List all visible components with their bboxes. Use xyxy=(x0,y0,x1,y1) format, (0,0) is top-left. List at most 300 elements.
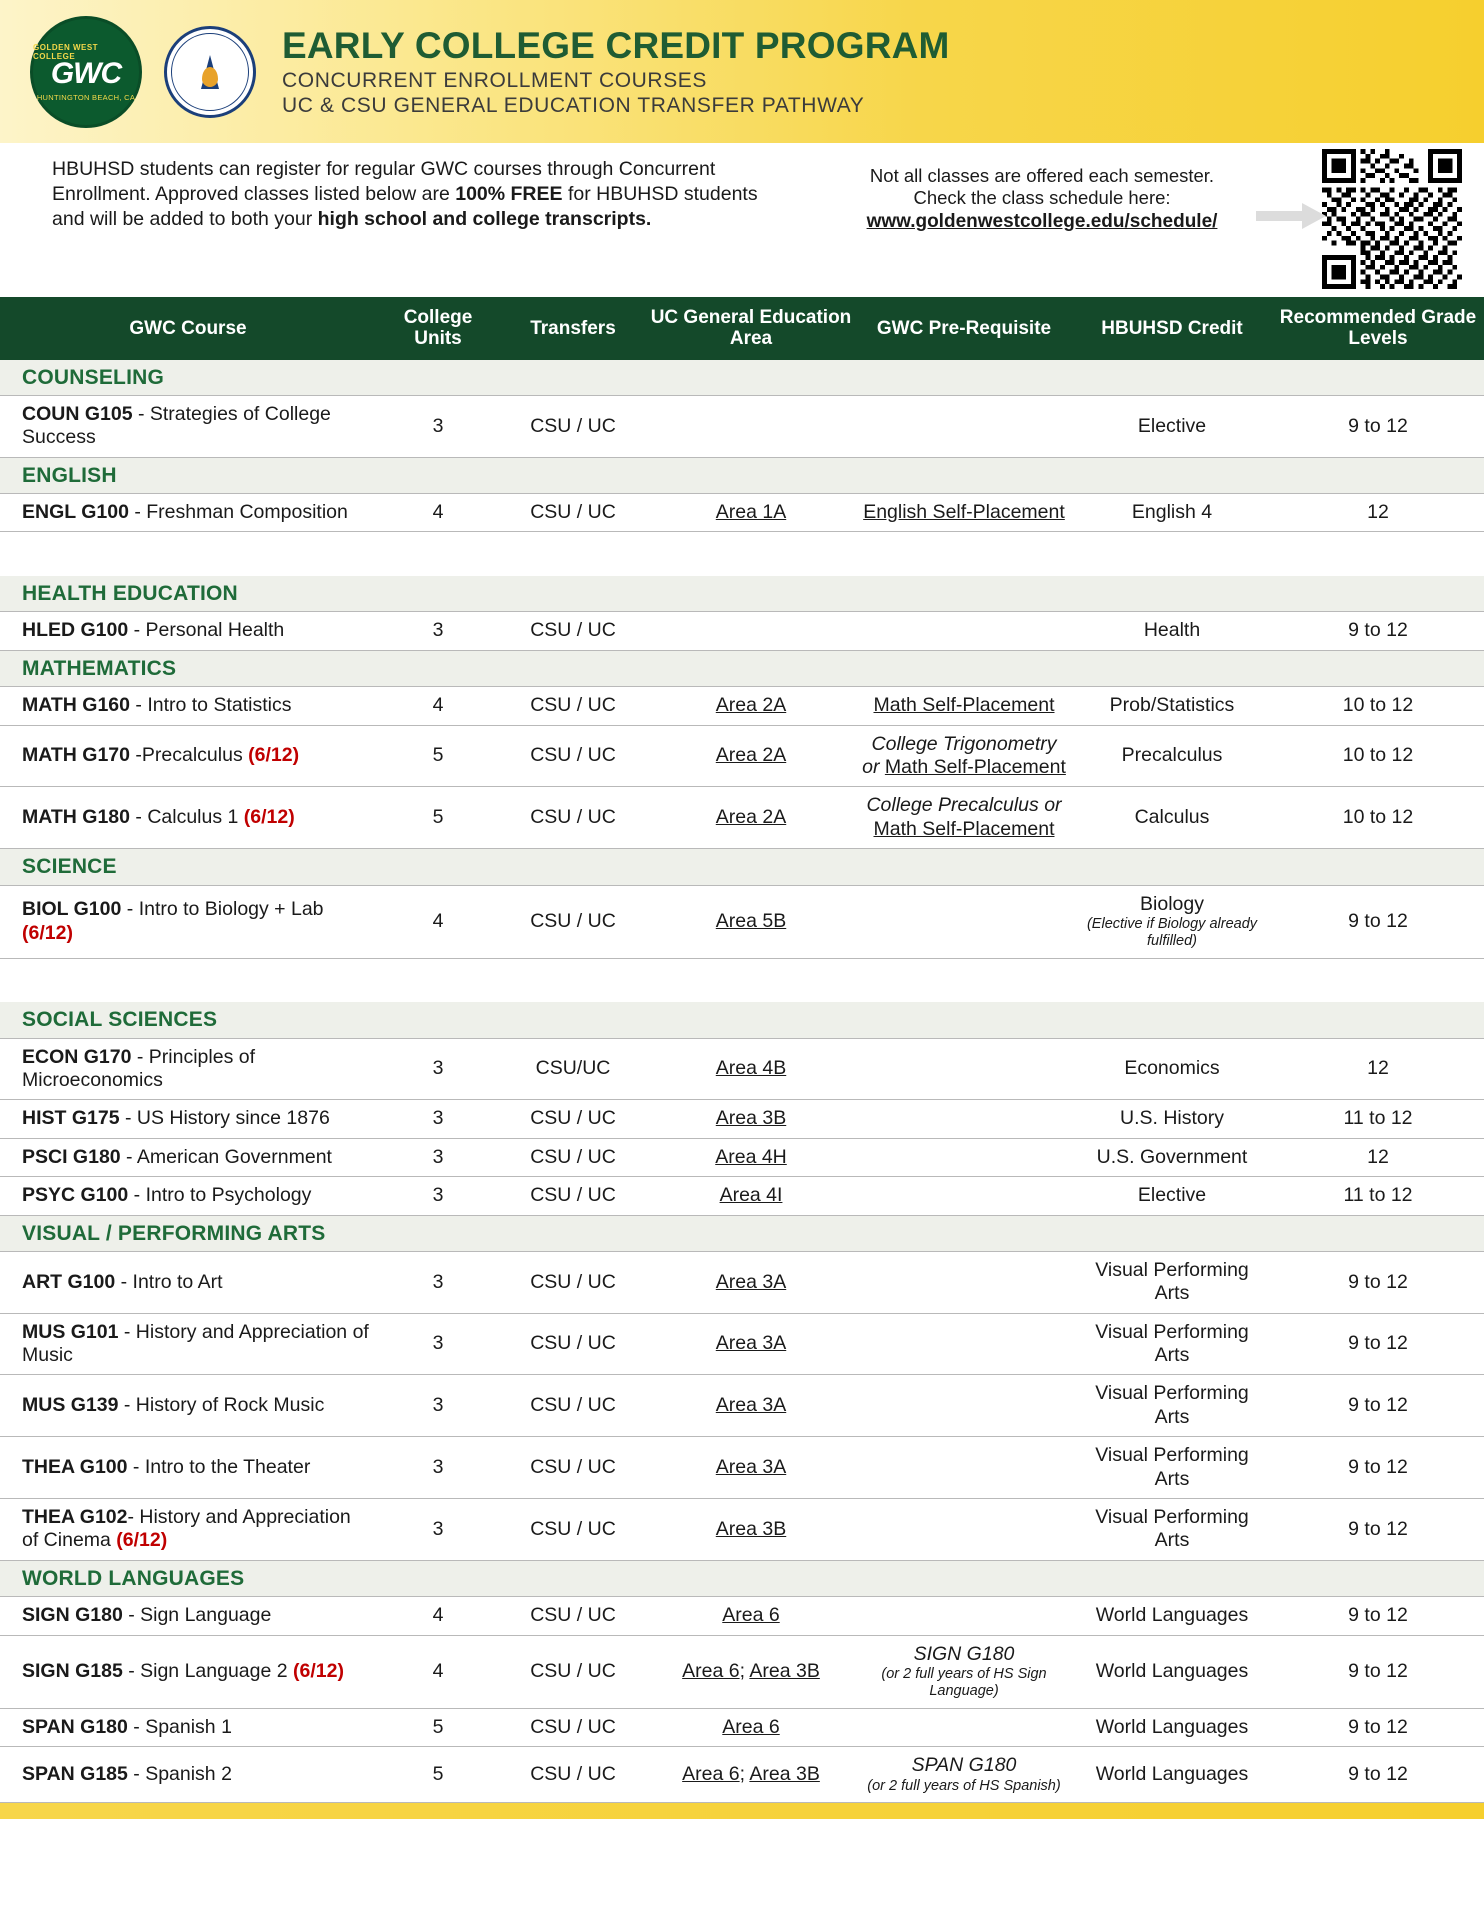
cell-hbuhsd-credit xyxy=(1072,1177,1272,1215)
table-row xyxy=(0,1747,1484,1803)
section-header-row xyxy=(0,849,1484,885)
hbuhsd-credit: Health xyxy=(1143,619,1201,642)
section-label: VISUAL / PERFORMING ARTS xyxy=(22,1221,326,1245)
hbuhsd-credit: World Languages xyxy=(1095,1604,1249,1627)
cell-course xyxy=(0,885,376,958)
cell-ge-area xyxy=(646,1708,856,1746)
cell-course xyxy=(0,1635,376,1708)
course-title: -Precalculus xyxy=(130,744,249,767)
ge-area: Area 4I xyxy=(719,1184,783,1207)
table-row xyxy=(0,1597,1484,1635)
cell-transfers: CSU / UC xyxy=(500,1100,646,1138)
col-hbuhsd-credit: HBUHSD Credit xyxy=(1072,297,1272,360)
course-title: - Sign Language 2 xyxy=(122,1659,294,1682)
prereq-note: (or 2 full years of HS Sign Language) xyxy=(881,1665,1047,1700)
hbuhsd-credit: Economics xyxy=(1124,1057,1220,1080)
cell-grades: 9 to 12 xyxy=(1272,1597,1484,1635)
ge-area: Area 2A xyxy=(715,744,787,767)
cell-units: 4 xyxy=(376,494,500,532)
table-row xyxy=(0,1708,1484,1746)
col-uc-ge-area: UC General Education Area xyxy=(646,297,856,360)
cell-prereq xyxy=(856,1251,1072,1313)
cell-hbuhsd-credit xyxy=(1072,725,1272,787)
cell-prereq xyxy=(856,1437,1072,1499)
prereq-alt: Math Self-Placement xyxy=(873,817,1055,840)
cell-transfers: CSU / UC xyxy=(500,725,646,787)
course-code: COUN G105 xyxy=(22,402,133,425)
cell-prereq xyxy=(856,1038,1072,1100)
hbuhsd-credit: Calculus xyxy=(1134,806,1210,829)
section-header-cell xyxy=(0,849,1484,885)
ge-area: Area 5B xyxy=(715,909,787,932)
cell-transfers: CSU / UC xyxy=(500,1313,646,1375)
schedule-note-line-2: Check the class schedule here: xyxy=(913,187,1171,208)
cell-course xyxy=(0,687,376,725)
course-title: - Intro to Statistics xyxy=(130,694,292,717)
intro-text-1: HBUHSD students can register for regular GWC courses through Concurrent Enrollment. Approved classes listed below are xyxy=(52,158,716,205)
section-spacer xyxy=(0,532,1484,576)
cell-prereq xyxy=(856,885,1072,958)
cell-transfers: CSU / UC xyxy=(500,1177,646,1215)
ge-area: Area 6 xyxy=(722,1715,780,1738)
section-header-cell xyxy=(0,1560,1484,1596)
cell-transfers: CSU / UC xyxy=(500,1747,646,1803)
course-code: SIGN G180 xyxy=(22,1604,123,1627)
ge-area: Area 3A xyxy=(715,1332,787,1355)
cell-hbuhsd-credit xyxy=(1072,395,1272,457)
cell-course xyxy=(0,1100,376,1138)
prereq-text: Math Self-Placement xyxy=(873,694,1055,717)
cell-prereq xyxy=(856,1635,1072,1708)
ge-area: Area 6 xyxy=(722,1604,780,1627)
col-grade-levels: Recommended Grade Levels xyxy=(1272,297,1484,360)
section-header-row xyxy=(0,457,1484,493)
cell-prereq xyxy=(856,687,1072,725)
cell-course xyxy=(0,1177,376,1215)
cell-prereq xyxy=(856,395,1072,457)
cell-transfers: CSU / UC xyxy=(500,1251,646,1313)
course-code: ART G100 xyxy=(22,1270,116,1293)
table-header xyxy=(0,297,1484,360)
cell-grades: 10 to 12 xyxy=(1272,687,1484,725)
intro-text-2: for HBUHSD students and will be added to both your xyxy=(52,182,758,230)
cell-hbuhsd-credit xyxy=(1072,1708,1272,1746)
gwc-logo-bottom-text: HUNTINGTON BEACH, CA xyxy=(36,93,136,102)
cell-course xyxy=(0,612,376,650)
table-row xyxy=(0,1138,1484,1176)
page-title: EARLY COLLEGE CREDIT PROGRAM xyxy=(282,25,950,66)
prereq-course: College Trigonometry xyxy=(871,732,1057,755)
col-college-units: College Units xyxy=(376,297,500,360)
cell-ge-area xyxy=(646,1375,856,1437)
cell-prereq xyxy=(856,612,1072,650)
cell-hbuhsd-credit xyxy=(1072,1138,1272,1176)
cell-units: 3 xyxy=(376,1437,500,1499)
intro-paragraph xyxy=(52,157,772,232)
cell-ge-area xyxy=(646,612,856,650)
section-header-row xyxy=(0,1002,1484,1038)
section-label: ENGLISH xyxy=(22,463,117,487)
cell-ge-area xyxy=(646,494,856,532)
hbuhsd-credit: U.S. History xyxy=(1119,1107,1224,1130)
section-label: SCIENCE xyxy=(22,855,117,879)
hbuhsd-credit: Elective xyxy=(1137,1184,1207,1207)
ge-area: Area 3B xyxy=(715,1517,787,1540)
cell-course xyxy=(0,1499,376,1561)
schedule-link[interactable]: www.goldenwestcollege.edu/schedule/ xyxy=(866,211,1218,232)
table-row xyxy=(0,787,1484,849)
page-subtitle-1: CONCURRENT ENROLLMENT COURSES xyxy=(282,69,708,92)
cell-units: 3 xyxy=(376,1251,500,1313)
course-title: - Calculus 1 xyxy=(130,806,244,829)
cell-transfers: CSU / UC xyxy=(500,612,646,650)
course-title: - History and Appreciation of Cinema xyxy=(22,1506,351,1552)
hbuhsd-credit: Elective xyxy=(1137,414,1207,437)
cell-units: 4 xyxy=(376,885,500,958)
cell-ge-area xyxy=(646,1597,856,1635)
section-spacer-cell xyxy=(0,532,1484,576)
cell-grades: 11 to 12 xyxy=(1272,1100,1484,1138)
course-title: - Strategies of College Success xyxy=(22,402,331,449)
cell-transfers: CSU / UC xyxy=(500,1138,646,1176)
ge-area: Area 3B xyxy=(715,1107,787,1130)
gwc-logo xyxy=(30,16,142,128)
course-title: - Sign Language xyxy=(122,1604,272,1627)
cell-prereq xyxy=(856,725,1072,787)
cell-hbuhsd-credit xyxy=(1072,1597,1272,1635)
course-code: MUS G139 xyxy=(22,1394,119,1417)
cell-ge-area xyxy=(646,885,856,958)
cell-transfers: CSU / UC xyxy=(500,1635,646,1708)
cell-grades: 9 to 12 xyxy=(1272,395,1484,457)
section-header-cell xyxy=(0,576,1484,612)
cell-hbuhsd-credit xyxy=(1072,687,1272,725)
prereq-conjunction: or xyxy=(862,755,885,778)
cell-hbuhsd-credit xyxy=(1072,1251,1272,1313)
course-code: THEA G100 xyxy=(22,1455,128,1478)
cell-ge-area xyxy=(646,1313,856,1375)
cell-course xyxy=(0,1708,376,1746)
course-title: - Intro to Art xyxy=(115,1270,223,1293)
section-label: MATHEMATICS xyxy=(22,656,177,680)
header-text-block xyxy=(282,25,950,118)
course-title: - Personal Health xyxy=(128,619,285,642)
cell-ge-area xyxy=(646,1138,856,1176)
hbuhsd-credit: World Languages xyxy=(1095,1659,1249,1682)
course-title: - Intro to Psychology xyxy=(128,1184,312,1207)
cell-prereq xyxy=(856,1597,1072,1635)
prereq-text: English Self-Placement xyxy=(863,501,1065,524)
cell-transfers: CSU / UC xyxy=(500,494,646,532)
table-row xyxy=(0,1313,1484,1375)
cell-transfers: CSU / UC xyxy=(500,885,646,958)
course-code: PSYC G100 xyxy=(22,1184,129,1207)
cell-course xyxy=(0,1597,376,1635)
cell-units: 5 xyxy=(376,1708,500,1746)
cell-course xyxy=(0,725,376,787)
cell-hbuhsd-credit xyxy=(1072,1038,1272,1100)
table-row xyxy=(0,1251,1484,1313)
hbuhsd-credit: Visual Performing Arts xyxy=(1095,1258,1249,1305)
cell-course xyxy=(0,1437,376,1499)
qr-code xyxy=(1322,149,1462,289)
table-row xyxy=(0,1635,1484,1708)
cell-ge-area xyxy=(646,395,856,457)
hbuhsd-logo xyxy=(164,26,256,118)
cell-grades: 9 to 12 xyxy=(1272,1251,1484,1313)
cell-course xyxy=(0,494,376,532)
course-tag: (6/12) xyxy=(248,744,300,767)
cell-grades: 9 to 12 xyxy=(1272,612,1484,650)
course-code: HIST G175 xyxy=(22,1107,120,1130)
section-header-cell xyxy=(0,650,1484,686)
cell-transfers: CSU / UC xyxy=(500,1437,646,1499)
cell-ge-area xyxy=(646,787,856,849)
course-code: MATH G170 xyxy=(22,744,130,767)
cell-hbuhsd-credit xyxy=(1072,1100,1272,1138)
table-row xyxy=(0,885,1484,958)
cell-hbuhsd-credit xyxy=(1072,612,1272,650)
flame-icon xyxy=(202,67,218,87)
cell-transfers: CSU / UC xyxy=(500,1708,646,1746)
hbuhsd-credit-note: (Elective if Biology already fulfilled) xyxy=(1086,915,1258,950)
cell-ge-area xyxy=(646,1251,856,1313)
hbuhsd-credit: Visual Performing Arts xyxy=(1095,1444,1249,1490)
table-row xyxy=(0,1437,1484,1499)
cell-course xyxy=(0,787,376,849)
cell-ge-area xyxy=(646,1499,856,1561)
ge-area-2: Area 3B xyxy=(749,1659,820,1682)
prereq-alt: Math Self-Placement xyxy=(884,755,1066,778)
cell-prereq xyxy=(856,1747,1072,1803)
cell-hbuhsd-credit xyxy=(1072,1437,1272,1499)
cell-units: 4 xyxy=(376,1597,500,1635)
ge-area: Area 3A xyxy=(715,1455,787,1478)
ge-area-1: Area 6 xyxy=(682,1659,740,1682)
course-code: THEA G102 xyxy=(22,1506,128,1529)
cell-units: 4 xyxy=(376,687,500,725)
cell-units: 3 xyxy=(376,612,500,650)
col-prerequisite: GWC Pre-Requisite xyxy=(856,297,1072,360)
ge-area-1: Area 6 xyxy=(682,1762,740,1785)
hbuhsd-credit: Prob/Statistics xyxy=(1109,694,1235,717)
schedule-note-line-1: Not all classes are offered each semester. xyxy=(869,165,1215,186)
table-row xyxy=(0,725,1484,787)
cell-prereq xyxy=(856,1375,1072,1437)
cell-prereq xyxy=(856,787,1072,849)
hbuhsd-credit: Precalculus xyxy=(1121,744,1223,767)
section-label: WORLD LANGUAGES xyxy=(22,1566,245,1590)
cell-ge-area xyxy=(646,687,856,725)
intro-bold-1: 100% FREE xyxy=(455,182,563,205)
course-code: MATH G160 xyxy=(22,694,130,717)
course-title: - History of Rock Music xyxy=(118,1394,325,1417)
course-tag: (6/12) xyxy=(22,921,73,944)
course-tag: (6/12) xyxy=(116,1529,168,1552)
course-code: PSCI G180 xyxy=(22,1145,121,1168)
cell-units: 4 xyxy=(376,1635,500,1708)
cell-grades: 9 to 12 xyxy=(1272,1499,1484,1561)
ge-area-separator: ; xyxy=(739,1659,750,1682)
cell-hbuhsd-credit xyxy=(1072,787,1272,849)
intro-bold-2: high school and college transcripts. xyxy=(317,207,652,230)
cell-grades: 11 to 12 xyxy=(1272,1177,1484,1215)
course-title: - Spanish 2 xyxy=(127,1762,232,1785)
cell-course xyxy=(0,1038,376,1100)
section-header-cell xyxy=(0,360,1484,396)
col-transfers: Transfers xyxy=(500,297,646,360)
cell-grades: 9 to 12 xyxy=(1272,1708,1484,1746)
schedule-note xyxy=(782,157,1302,233)
section-header-row xyxy=(0,1560,1484,1596)
prereq-course: SIGN G180 xyxy=(913,1642,1015,1665)
cell-course xyxy=(0,1747,376,1803)
section-header-cell xyxy=(0,1215,1484,1251)
page-subtitle-2: UC & CSU GENERAL EDUCATION TRANSFER PATHWAY xyxy=(282,94,865,117)
table-body xyxy=(0,360,1484,1803)
cell-units: 3 xyxy=(376,1375,500,1437)
table-row xyxy=(0,1499,1484,1561)
table-row xyxy=(0,1177,1484,1215)
cell-grades: 12 xyxy=(1272,494,1484,532)
cell-hbuhsd-credit xyxy=(1072,1499,1272,1561)
cell-ge-area xyxy=(646,1100,856,1138)
cell-transfers: CSU / UC xyxy=(500,395,646,457)
course-title: - Freshman Composition xyxy=(128,501,348,524)
cell-hbuhsd-credit xyxy=(1072,1375,1272,1437)
cell-prereq xyxy=(856,494,1072,532)
cell-transfers: CSU/UC xyxy=(500,1038,646,1100)
cell-grades: 9 to 12 xyxy=(1272,885,1484,958)
cell-ge-area xyxy=(646,1038,856,1100)
cell-prereq xyxy=(856,1138,1072,1176)
section-header-row xyxy=(0,1215,1484,1251)
cell-course xyxy=(0,1313,376,1375)
course-title: - American Government xyxy=(120,1145,332,1168)
course-title: - US History since 1876 xyxy=(119,1107,330,1130)
cell-transfers: CSU / UC xyxy=(500,687,646,725)
ge-area: Area 2A xyxy=(715,806,787,829)
section-spacer xyxy=(0,958,1484,1002)
arrow-icon xyxy=(1256,203,1326,229)
prereq-note: (or 2 full years of HS Spanish) xyxy=(867,1777,1061,1794)
table-row xyxy=(0,494,1484,532)
cell-transfers: CSU / UC xyxy=(500,787,646,849)
hbuhsd-credit: Visual Performing Arts xyxy=(1095,1382,1249,1428)
cell-ge-area xyxy=(646,1177,856,1215)
course-tag: (6/12) xyxy=(293,1659,344,1682)
hbuhsd-credit: World Languages xyxy=(1095,1762,1249,1785)
table-row xyxy=(0,687,1484,725)
hbuhsd-credit: Biology xyxy=(1140,892,1204,915)
table-row xyxy=(0,1100,1484,1138)
torch-icon xyxy=(201,55,219,89)
table-row xyxy=(0,395,1484,457)
cell-units: 3 xyxy=(376,395,500,457)
cell-grades: 9 to 12 xyxy=(1272,1635,1484,1708)
cell-units: 3 xyxy=(376,1499,500,1561)
ge-area: Area 2A xyxy=(715,694,787,717)
course-code: SPAN G180 xyxy=(22,1715,128,1738)
cell-hbuhsd-credit xyxy=(1072,885,1272,958)
section-spacer-cell xyxy=(0,958,1484,1002)
cell-units: 3 xyxy=(376,1313,500,1375)
table-row xyxy=(0,1375,1484,1437)
course-tag: (6/12) xyxy=(243,806,295,829)
intro-section xyxy=(0,143,1484,297)
cell-transfers: CSU / UC xyxy=(500,1597,646,1635)
cell-units: 5 xyxy=(376,787,500,849)
cell-grades: 9 to 12 xyxy=(1272,1375,1484,1437)
gwc-logo-top-text: GOLDEN WEST COLLEGE xyxy=(33,43,99,61)
cell-prereq xyxy=(856,1708,1072,1746)
course-code: ENGL G100 xyxy=(22,501,129,524)
table-row xyxy=(0,612,1484,650)
cell-grades: 10 to 12 xyxy=(1272,725,1484,787)
cell-prereq xyxy=(856,1499,1072,1561)
section-label: SOCIAL SCIENCES xyxy=(22,1008,218,1032)
cell-hbuhsd-credit xyxy=(1072,1747,1272,1803)
hbuhsd-credit: World Languages xyxy=(1095,1715,1249,1738)
cell-grades: 9 to 12 xyxy=(1272,1437,1484,1499)
col-gwc-course: GWC Course xyxy=(0,297,376,360)
section-header-row xyxy=(0,360,1484,396)
cell-grades: 9 to 12 xyxy=(1272,1747,1484,1803)
course-code: SIGN G185 xyxy=(22,1659,123,1682)
course-code: MATH G180 xyxy=(22,806,130,829)
prereq-conjunction: or xyxy=(1038,794,1062,817)
ge-area: Area 1A xyxy=(715,501,787,524)
cell-prereq xyxy=(856,1100,1072,1138)
section-header-row xyxy=(0,576,1484,612)
cell-transfers: CSU / UC xyxy=(500,1499,646,1561)
cell-units: 5 xyxy=(376,1747,500,1803)
cell-course xyxy=(0,1375,376,1437)
course-title: - Intro to the Theater xyxy=(127,1455,311,1478)
cell-hbuhsd-credit xyxy=(1072,1313,1272,1375)
course-title: - Spanish 1 xyxy=(127,1715,232,1738)
prereq-course: College Precalculus xyxy=(866,794,1039,817)
cell-grades: 12 xyxy=(1272,1038,1484,1100)
ge-area: Area 4H xyxy=(715,1145,787,1168)
cell-ge-area xyxy=(646,725,856,787)
cell-units: 5 xyxy=(376,725,500,787)
ge-area-2: Area 3B xyxy=(749,1762,820,1785)
ge-area: Area 3A xyxy=(715,1270,787,1293)
prereq-course: SPAN G180 xyxy=(911,1754,1017,1777)
cell-transfers: CSU / UC xyxy=(500,1375,646,1437)
cell-course xyxy=(0,395,376,457)
course-title: - Intro to Biology + Lab xyxy=(121,898,324,921)
section-header-row xyxy=(0,650,1484,686)
cell-hbuhsd-credit xyxy=(1072,1635,1272,1708)
cell-prereq xyxy=(856,1177,1072,1215)
section-label: HEALTH EDUCATION xyxy=(22,581,238,605)
course-title: - History and Appreciation of Music xyxy=(22,1320,369,1367)
gwc-logo-initials: GWC xyxy=(50,57,122,90)
footer-bar xyxy=(0,1803,1484,1819)
hbuhsd-credit: English 4 xyxy=(1131,501,1213,524)
section-header-cell xyxy=(0,1002,1484,1038)
cell-units: 3 xyxy=(376,1100,500,1138)
ge-area: Area 3A xyxy=(715,1394,787,1417)
cell-grades: 10 to 12 xyxy=(1272,787,1484,849)
cell-ge-area xyxy=(646,1437,856,1499)
hbuhsd-credit: Visual Performing Arts xyxy=(1095,1506,1249,1552)
ge-area: Area 4B xyxy=(715,1057,787,1080)
section-header-cell xyxy=(0,457,1484,493)
course-title: - Principles of Microeconomics xyxy=(22,1045,256,1091)
